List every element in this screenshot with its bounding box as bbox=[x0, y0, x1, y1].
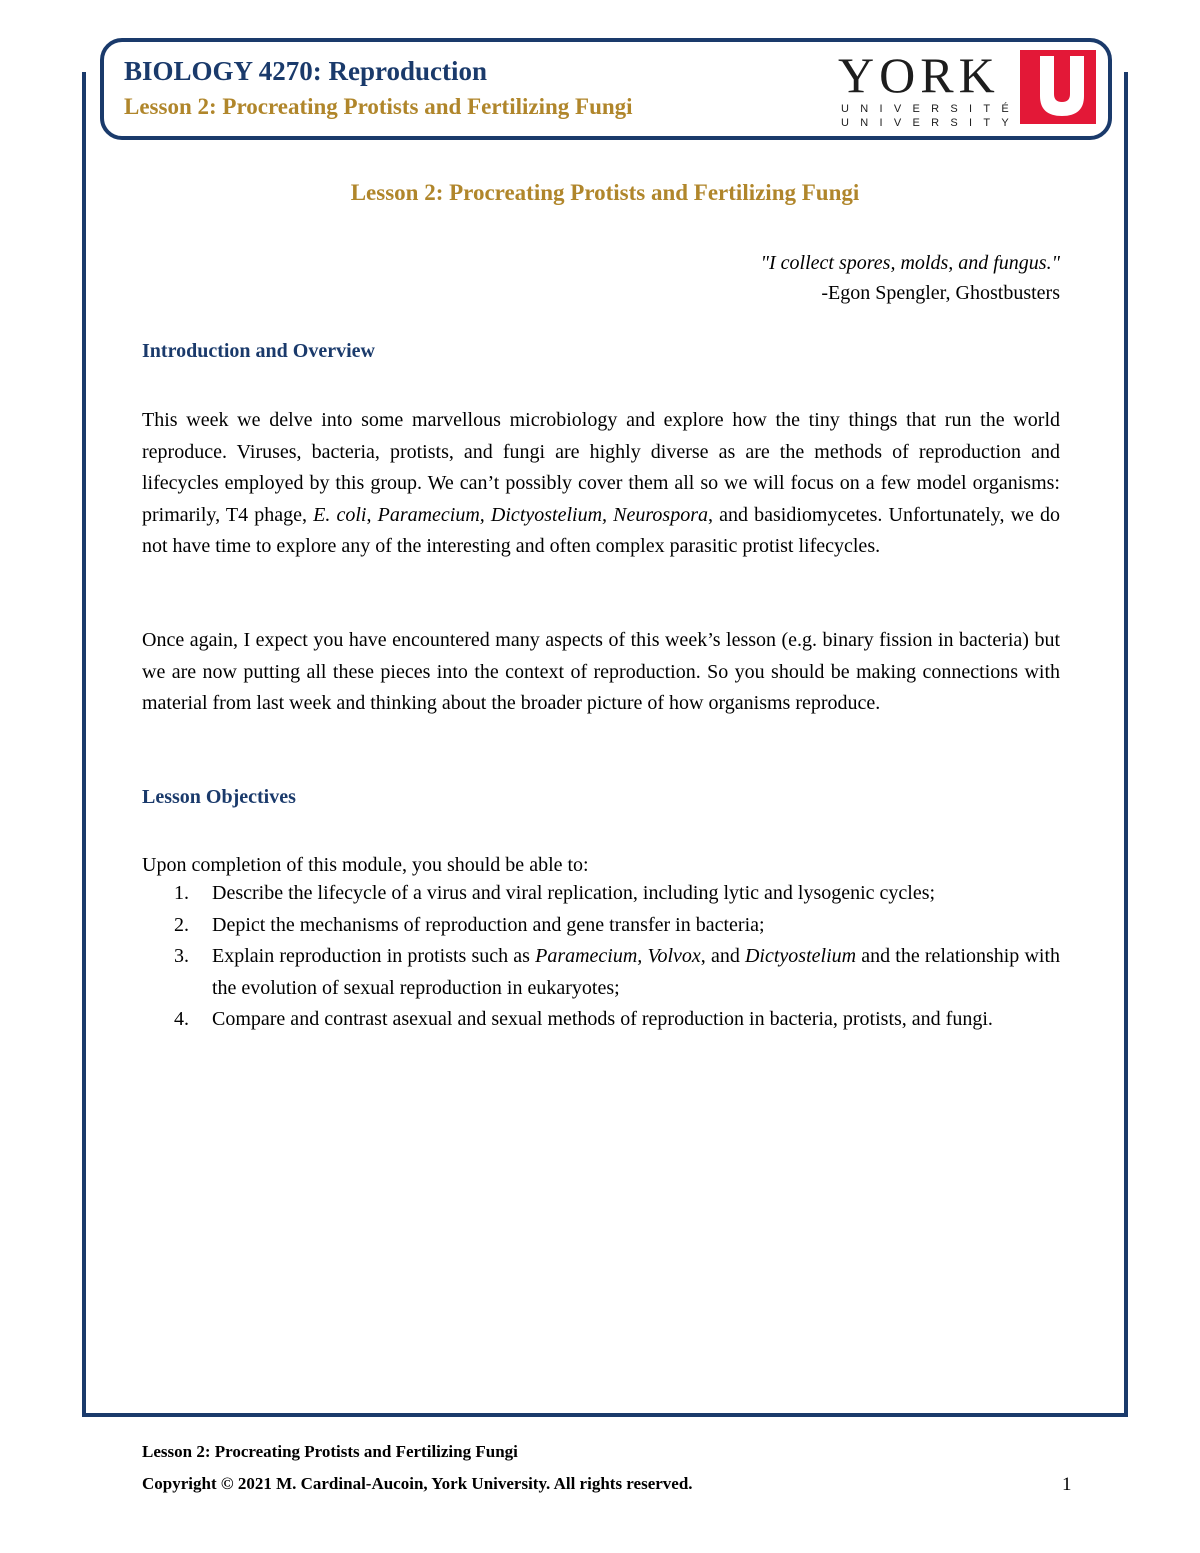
intro-paragraph-1 bbox=[142, 405, 1060, 563]
footer-lesson-title: Lesson 2: Procreating Protists and Fertilizing Fungi bbox=[142, 1442, 518, 1461]
objective-number: 3. bbox=[174, 945, 189, 967]
quote-text: "I collect spores, molds, and fungus." bbox=[760, 252, 1060, 274]
intro-p1-organisms: Paramecium, Dictyostelium, Neurospora bbox=[377, 503, 708, 526]
footer-copyright: Copyright © 2021 M. Cardinal-Aucoin, York University. All rights reserved. bbox=[142, 1474, 693, 1493]
intro-p1-text: This week we delve into some marvellous microbiology and explore how the tiny things that run the world reproduce. Viruses, bacteria, protists, and fungi are highly diverse as are the methods of reproduction and lifecycles employed by this group. We can’t possibly cover them all so we will focus on a few model organisms: primarily, T4 phage, bbox=[142, 409, 1060, 526]
objectives-heading: Lesson Objectives bbox=[142, 786, 296, 808]
header-subtitle: Lesson 2: Procreating Protists and Fertilizing Fungi bbox=[124, 94, 633, 119]
objectives-list bbox=[142, 878, 1060, 1036]
course-title: BIOLOGY 4270: Reproduction bbox=[124, 56, 488, 86]
intro-paragraph-2: Once again, I expect you have encountered many aspects of this week’s lesson (e.g. binary fission in bacteria) but we are now putting all these pieces into the context of reproduction. So you should be making connections with material from last week and thinking about the broader picture of how organisms reproduce. bbox=[142, 629, 1060, 714]
logo-line-english: UNIVERSITY bbox=[841, 117, 1021, 129]
objective-item bbox=[142, 941, 1060, 1004]
page-number: 1 bbox=[1062, 1474, 1072, 1495]
logo-wordmark: YORK bbox=[838, 47, 1000, 103]
objective-text-mid: , and bbox=[700, 945, 745, 967]
logo-line-french: UNIVERSITÉ bbox=[841, 103, 1021, 115]
objectives-intro: Upon completion of this module, you should be able to: bbox=[142, 854, 589, 876]
objective-item bbox=[142, 1004, 1060, 1036]
intro-p1-text-end: , and basidiomycetes. Unfortunately, we do not have time to explore any of the interesting and often complex parasitic protist lifecycles. bbox=[142, 503, 1061, 557]
objective-number: 1. bbox=[174, 882, 189, 904]
lesson-title: Lesson 2: Procreating Protists and Fertilizing Fungi bbox=[350, 180, 860, 205]
objective-text: Compare and contrast asexual and sexual methods of reproduction in bacteria, protists, and fungi. bbox=[212, 1008, 993, 1030]
epigraph-quote bbox=[761, 248, 1060, 308]
objective-number: 2. bbox=[174, 913, 189, 936]
objective-text-end: and the relationship with the evolution of sexual reproduction in eukaryotes; bbox=[212, 945, 1060, 999]
intro-p1-ecoli: E. coli bbox=[313, 503, 367, 526]
york-u-emblem-icon bbox=[1020, 50, 1096, 124]
objective-text: Explain reproduction in protists such as bbox=[212, 945, 536, 967]
objective-italic-dictyostelium: Dictyostelium bbox=[744, 945, 857, 967]
intro-p1-comma: , bbox=[366, 503, 378, 526]
objective-number: 4. bbox=[174, 1008, 189, 1030]
objective-italic-organisms: Paramecium, Volvox bbox=[535, 945, 701, 967]
objective-text: Describe the lifecycle of a virus and viral replication, including lytic and lysogenic cycles; bbox=[212, 882, 936, 904]
york-university-logo bbox=[838, 47, 1096, 134]
objective-item bbox=[142, 910, 1060, 942]
objective-item bbox=[142, 878, 1060, 910]
intro-heading: Introduction and Overview bbox=[142, 340, 375, 362]
objective-text: Depict the mechanisms of reproduction and gene transfer in bacteria; bbox=[212, 913, 765, 936]
quote-attribution: -Egon Spengler, Ghostbusters bbox=[821, 282, 1060, 304]
